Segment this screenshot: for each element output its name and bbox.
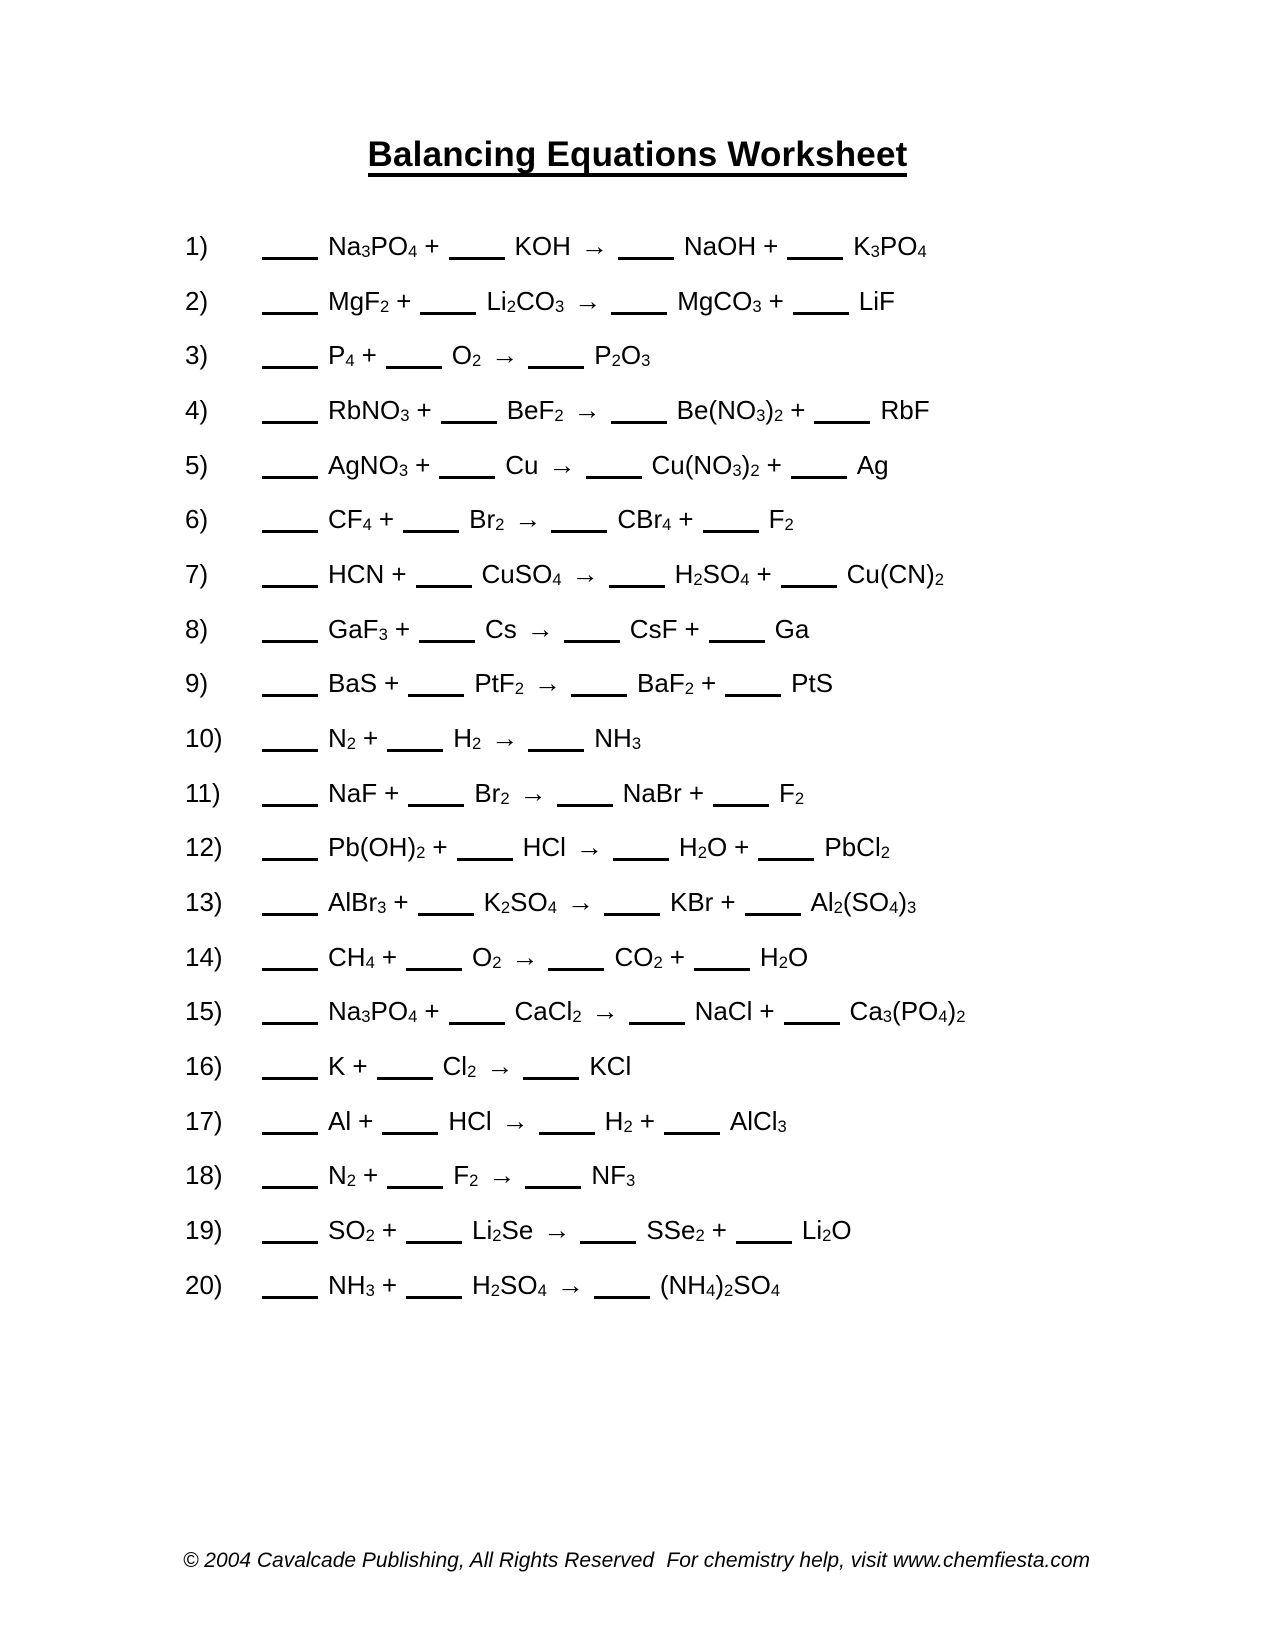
reaction-arrow-icon: → bbox=[491, 340, 519, 371]
chemical-formula: $F_2$ bbox=[779, 777, 805, 808]
coefficient-blank bbox=[406, 948, 462, 971]
equation-row bbox=[185, 1094, 965, 1149]
reaction-arrow-icon: → bbox=[519, 777, 547, 808]
coefficient-blank bbox=[262, 510, 318, 533]
chemical-formula: K bbox=[328, 1051, 346, 1082]
coefficient-blank bbox=[586, 456, 642, 479]
chemical-formula: $Br_2$ bbox=[474, 777, 510, 808]
equation-number: 7) bbox=[185, 559, 209, 590]
coefficient-blank bbox=[664, 1112, 720, 1135]
equation-body bbox=[262, 996, 965, 1026]
coefficient-blank bbox=[419, 620, 475, 643]
chemical-formula: $N_2$ bbox=[328, 1160, 357, 1191]
chemical-formula: CaCl$_2$ bbox=[514, 996, 582, 1027]
plus-sign: + bbox=[381, 1269, 397, 1300]
plus-sign: + bbox=[669, 941, 685, 972]
chemical-formula: NaBr bbox=[622, 777, 682, 808]
plus-sign: + bbox=[639, 1105, 655, 1136]
coefficient-blank bbox=[262, 401, 318, 424]
chemical-formula: $(NH_4)_2SO_4$ bbox=[659, 1269, 781, 1300]
chemical-formula: $H_2SO_4$ bbox=[674, 559, 750, 590]
plus-sign: + bbox=[384, 777, 400, 808]
plus-sign: + bbox=[381, 1215, 398, 1246]
plus-sign: + bbox=[688, 777, 704, 808]
coefficient-blank bbox=[781, 565, 837, 588]
equation-number: 6) bbox=[185, 504, 209, 535]
reaction-arrow-icon: → bbox=[566, 887, 594, 918]
chemical-formula: $Pb(OH)_2$ bbox=[328, 832, 426, 863]
chemical-formula: AlBr$_3$ bbox=[328, 887, 387, 918]
plus-sign: + bbox=[415, 449, 431, 480]
equation-number: 18) bbox=[185, 1160, 223, 1191]
coefficient-blank bbox=[387, 729, 443, 752]
chemical-formula: $Br_2$ bbox=[469, 504, 505, 535]
equation-number: 3) bbox=[185, 340, 209, 371]
equation-body bbox=[262, 286, 895, 316]
equation-body bbox=[262, 668, 833, 698]
chemical-formula: $Li_2Se$ bbox=[472, 1215, 534, 1246]
reaction-arrow-icon: → bbox=[486, 1051, 514, 1082]
coefficient-blank bbox=[571, 674, 627, 697]
coefficient-blank bbox=[262, 893, 318, 916]
equation-row bbox=[185, 1039, 965, 1094]
coefficient-blank bbox=[406, 1221, 462, 1244]
plus-sign: + bbox=[416, 395, 432, 426]
equation-row bbox=[185, 219, 965, 274]
chemical-formula: $N_2$ bbox=[328, 723, 357, 754]
equation-body bbox=[262, 1051, 631, 1081]
coefficient-blank bbox=[551, 510, 607, 533]
equation-row bbox=[185, 1203, 965, 1258]
coefficient-blank bbox=[758, 838, 814, 861]
reaction-arrow-icon: → bbox=[488, 1160, 516, 1191]
equation-list bbox=[185, 219, 965, 1312]
chemical-formula: BeF$_2$ bbox=[506, 395, 564, 426]
coefficient-blank bbox=[420, 292, 476, 315]
coefficient-blank bbox=[262, 620, 318, 643]
coefficient-blank bbox=[408, 674, 464, 697]
plus-sign: + bbox=[720, 887, 736, 918]
coefficient-blank bbox=[406, 1276, 462, 1299]
chemical-formula: CsF bbox=[629, 613, 678, 644]
equation-row bbox=[185, 711, 965, 766]
chemical-formula: $K_2SO_4$ bbox=[483, 887, 557, 918]
equation-row bbox=[185, 383, 965, 438]
plus-sign: + bbox=[766, 449, 782, 480]
equation-row bbox=[185, 602, 965, 657]
plus-sign: + bbox=[756, 559, 772, 590]
coefficient-blank bbox=[262, 565, 318, 588]
plus-sign: + bbox=[684, 613, 700, 644]
chemical-formula: $NH_3$ bbox=[594, 723, 642, 754]
coefficient-blank bbox=[416, 565, 472, 588]
plus-sign: + bbox=[361, 340, 377, 371]
coefficient-blank bbox=[262, 1112, 318, 1135]
chemical-formula: Ga bbox=[774, 613, 810, 644]
equation-row bbox=[185, 438, 965, 493]
copyright-text: © 2004 Cavalcade Publishing, All Rights Reserved bbox=[183, 1549, 655, 1572]
plus-sign: + bbox=[381, 941, 397, 972]
equation-number: 5) bbox=[185, 449, 209, 480]
chemical-formula: $CH_4$ bbox=[328, 941, 375, 972]
chemical-formula: KOH bbox=[514, 231, 571, 261]
chemical-formula: AlCl$_3$ bbox=[729, 1105, 787, 1136]
chemical-formula: PbCl$_2$ bbox=[824, 832, 890, 863]
chemical-formula: NaCl bbox=[694, 996, 753, 1027]
coefficient-blank bbox=[709, 620, 765, 643]
chemical-formula: $SO_2$ bbox=[328, 1215, 375, 1246]
chemical-formula: HCl bbox=[448, 1105, 492, 1136]
chemical-formula: BaF$_2$ bbox=[637, 668, 694, 699]
coefficient-blank bbox=[580, 1221, 636, 1244]
equation-row bbox=[185, 1258, 965, 1313]
chemical-formula: $Cl_2$ bbox=[442, 1051, 477, 1082]
plus-sign: + bbox=[352, 1051, 368, 1082]
reaction-arrow-icon: → bbox=[514, 504, 542, 535]
plus-sign: + bbox=[424, 996, 440, 1027]
equation-row bbox=[185, 1148, 965, 1203]
equation-row bbox=[185, 766, 965, 821]
coefficient-blank bbox=[418, 893, 474, 916]
coefficient-blank bbox=[525, 1166, 581, 1189]
plus-sign: + bbox=[763, 231, 779, 261]
coefficient-blank bbox=[262, 948, 318, 971]
chemical-formula: $Ca_3(PO_4)_2$ bbox=[849, 996, 966, 1027]
plus-sign: + bbox=[734, 832, 750, 863]
reaction-arrow-icon: → bbox=[573, 395, 601, 426]
title-wrap bbox=[0, 136, 1275, 177]
equation-number: 13) bbox=[185, 887, 223, 918]
reaction-arrow-icon: → bbox=[574, 285, 602, 316]
equation-number: 4) bbox=[185, 395, 209, 426]
coefficient-blank bbox=[703, 510, 759, 533]
chemical-formula: $Cu(NO_3)_2$ bbox=[651, 449, 760, 480]
page-title: Balancing Equations Worksheet bbox=[368, 136, 908, 177]
chemical-formula: AgNO$_3$ bbox=[328, 449, 409, 480]
chemical-formula: $O_2$ bbox=[472, 941, 502, 972]
equation-row bbox=[185, 930, 965, 985]
chemical-formula: $H_2O$ bbox=[759, 941, 809, 972]
equation-number: 1) bbox=[185, 231, 209, 261]
plus-sign: + bbox=[711, 1215, 727, 1246]
coefficient-blank bbox=[725, 674, 781, 697]
reaction-arrow-icon: → bbox=[491, 723, 519, 754]
equation-body bbox=[262, 231, 927, 261]
equation-number: 11) bbox=[185, 777, 221, 808]
equation-body bbox=[262, 723, 641, 753]
coefficient-blank bbox=[613, 838, 669, 861]
chemical-formula: $O_2$ bbox=[451, 340, 482, 371]
chemical-formula: $NH_3$ bbox=[328, 1269, 375, 1300]
chemical-formula: $Na_3PO_4$ bbox=[328, 231, 418, 261]
coefficient-blank bbox=[523, 1057, 579, 1080]
equation-body bbox=[262, 614, 809, 644]
chemical-formula: $F_2$ bbox=[768, 504, 794, 535]
coefficient-blank bbox=[528, 729, 584, 752]
coefficient-blank bbox=[382, 1112, 438, 1135]
plus-sign: + bbox=[384, 668, 400, 699]
chemical-formula: $P_4$ bbox=[328, 340, 355, 371]
equation-number: 20) bbox=[185, 1269, 223, 1300]
coefficient-blank bbox=[784, 1002, 840, 1025]
equation-body bbox=[262, 450, 889, 480]
chemical-formula: RbNO$_3$ bbox=[328, 395, 410, 426]
equation-body bbox=[262, 340, 650, 370]
coefficient-blank bbox=[793, 292, 849, 315]
equation-row bbox=[185, 875, 965, 930]
equation-body bbox=[262, 559, 944, 589]
reaction-arrow-icon: → bbox=[591, 996, 619, 1027]
coefficient-blank bbox=[548, 948, 604, 971]
chemical-formula: $NF_3$ bbox=[591, 1160, 636, 1191]
coefficient-blank bbox=[611, 292, 667, 315]
coefficient-blank bbox=[449, 1002, 505, 1025]
plus-sign: + bbox=[363, 723, 379, 754]
plus-sign: + bbox=[432, 832, 448, 863]
coefficient-blank bbox=[262, 784, 318, 807]
chemical-formula: PtF$_2$ bbox=[474, 668, 525, 699]
chemical-formula: PtS bbox=[791, 668, 834, 699]
coefficient-blank bbox=[387, 1166, 443, 1189]
chemical-formula: Cs bbox=[485, 613, 517, 644]
plus-sign: + bbox=[768, 285, 784, 316]
chemical-formula: $P_2O_3$ bbox=[594, 340, 651, 371]
reaction-arrow-icon: → bbox=[511, 941, 539, 972]
chemical-formula: $Be(NO_3)_2$ bbox=[676, 395, 784, 426]
coefficient-blank bbox=[262, 456, 318, 479]
equation-body bbox=[262, 1106, 787, 1136]
chemical-formula: HCl bbox=[522, 832, 566, 863]
coefficient-blank bbox=[736, 1221, 792, 1244]
chemical-formula: $H_2O$ bbox=[678, 832, 728, 863]
reaction-arrow-icon: → bbox=[534, 668, 562, 699]
equation-number: 14) bbox=[185, 941, 223, 972]
plus-sign: + bbox=[393, 887, 409, 918]
equation-number: 10) bbox=[185, 723, 223, 754]
plus-sign: + bbox=[394, 613, 411, 644]
chemical-formula: CBr$_4$ bbox=[617, 504, 672, 535]
equation-body bbox=[262, 1270, 780, 1300]
coefficient-blank bbox=[262, 1057, 318, 1080]
chemical-formula: $Li_2CO_3$ bbox=[486, 285, 565, 316]
coefficient-blank bbox=[403, 510, 459, 533]
reaction-arrow-icon: → bbox=[501, 1105, 529, 1136]
coefficient-blank bbox=[539, 1112, 595, 1135]
plus-sign: + bbox=[396, 285, 412, 316]
coefficient-blank bbox=[791, 456, 847, 479]
coefficient-blank bbox=[262, 729, 318, 752]
coefficient-blank bbox=[694, 948, 750, 971]
coefficient-blank bbox=[262, 237, 318, 260]
plus-sign: + bbox=[358, 1105, 374, 1136]
equation-body bbox=[262, 395, 930, 425]
chemical-formula: $H_2SO_4$ bbox=[472, 1269, 547, 1300]
equation-body bbox=[262, 778, 804, 808]
coefficient-blank bbox=[262, 1002, 318, 1025]
coefficient-blank bbox=[611, 401, 667, 424]
coefficient-blank bbox=[386, 346, 442, 369]
plus-sign: + bbox=[678, 504, 694, 535]
coefficient-blank bbox=[557, 784, 613, 807]
equation-number: 8) bbox=[185, 613, 209, 644]
equation-row bbox=[185, 328, 965, 383]
equation-number: 16) bbox=[185, 1051, 223, 1082]
equation-number: 19) bbox=[185, 1215, 223, 1246]
chemical-formula: $F_2$ bbox=[453, 1160, 479, 1191]
equation-body bbox=[262, 1160, 635, 1190]
chemical-formula: $Li_2O$ bbox=[801, 1215, 852, 1246]
coefficient-blank bbox=[441, 401, 497, 424]
coefficient-blank bbox=[262, 1221, 318, 1244]
equation-row bbox=[185, 984, 965, 1039]
chemical-formula: $CF_4$ bbox=[328, 504, 372, 535]
reaction-arrow-icon: → bbox=[556, 1269, 584, 1300]
plus-sign: + bbox=[790, 395, 806, 426]
coefficient-blank bbox=[262, 838, 318, 861]
equation-row bbox=[185, 656, 965, 711]
equation-body bbox=[262, 942, 808, 972]
chemical-formula: KBr bbox=[669, 887, 714, 918]
chemical-formula: CuSO$_4$ bbox=[481, 559, 562, 590]
chemical-formula: $Cu(CN)_2$ bbox=[846, 559, 944, 590]
coefficient-blank bbox=[377, 1057, 433, 1080]
coefficient-blank bbox=[262, 346, 318, 369]
plus-sign: + bbox=[378, 504, 395, 535]
coefficient-blank bbox=[262, 674, 318, 697]
coefficient-blank bbox=[408, 784, 464, 807]
chemical-formula: Ag bbox=[856, 449, 889, 480]
reaction-arrow-icon: → bbox=[571, 559, 599, 590]
equation-number: 2) bbox=[185, 285, 209, 316]
chemical-formula: RbF bbox=[880, 395, 930, 426]
equation-row bbox=[185, 492, 965, 547]
equation-body bbox=[262, 1215, 852, 1245]
coefficient-blank bbox=[262, 1276, 318, 1299]
chemistry-help-text: For chemistry help, visit www.chemfiesta.com bbox=[666, 1549, 1090, 1572]
equation-number: 12) bbox=[185, 832, 223, 863]
coefficient-blank bbox=[439, 456, 495, 479]
coefficient-blank bbox=[713, 784, 769, 807]
chemical-formula: BaS bbox=[328, 668, 378, 699]
coefficient-blank bbox=[564, 620, 620, 643]
coefficient-blank bbox=[262, 292, 318, 315]
chemical-formula: Al bbox=[328, 1105, 352, 1136]
coefficient-blank bbox=[787, 237, 843, 260]
chemical-formula: Cu bbox=[505, 449, 539, 480]
coefficient-blank bbox=[604, 893, 660, 916]
chemical-formula: KCl bbox=[589, 1051, 632, 1082]
chemical-formula: NaOH bbox=[683, 231, 757, 261]
coefficient-blank bbox=[609, 565, 665, 588]
equation-body bbox=[262, 887, 916, 917]
plus-sign: + bbox=[424, 231, 440, 261]
plus-sign: + bbox=[700, 668, 717, 699]
equation-number: 15) bbox=[185, 996, 223, 1027]
reaction-arrow-icon: → bbox=[575, 832, 603, 863]
plus-sign: + bbox=[363, 1160, 379, 1191]
equation-row bbox=[185, 547, 965, 602]
chemical-formula: $CO_2$ bbox=[614, 941, 663, 972]
chemical-formula: $H_2$ bbox=[604, 1105, 633, 1136]
reaction-arrow-icon: → bbox=[548, 449, 576, 480]
coefficient-blank bbox=[814, 401, 870, 424]
coefficient-blank bbox=[745, 893, 801, 916]
chemical-formula: HCN bbox=[328, 559, 385, 590]
equation-row bbox=[185, 820, 965, 875]
coefficient-blank bbox=[449, 237, 505, 260]
coefficient-blank bbox=[457, 838, 513, 861]
reaction-arrow-icon: → bbox=[526, 613, 554, 644]
chemical-formula: $H_2$ bbox=[453, 723, 482, 754]
chemical-formula: LiF bbox=[858, 285, 895, 316]
chemical-formula: $Al_2(SO_4)_3$ bbox=[810, 887, 917, 918]
coefficient-blank bbox=[528, 346, 584, 369]
chemical-formula: MgCO$_3$ bbox=[677, 285, 762, 316]
equation-body bbox=[262, 832, 890, 862]
plus-sign: + bbox=[391, 559, 407, 590]
chemical-formula: GaF$_3$ bbox=[328, 613, 388, 644]
equation-number: 9) bbox=[185, 668, 209, 699]
reaction-arrow-icon: → bbox=[543, 1215, 571, 1246]
chemical-formula: SSe$_2$ bbox=[646, 1215, 705, 1246]
plus-sign: + bbox=[759, 996, 775, 1027]
coefficient-blank bbox=[629, 1002, 685, 1025]
coefficient-blank bbox=[618, 237, 674, 260]
chemical-formula: $Na_3PO_4$ bbox=[328, 996, 418, 1027]
equation-row bbox=[185, 274, 965, 329]
equation-number: 17) bbox=[185, 1105, 223, 1136]
chemical-formula: NaF bbox=[328, 777, 378, 808]
coefficient-blank bbox=[262, 1166, 318, 1189]
chemical-formula: MgF$_2$ bbox=[328, 285, 390, 316]
coefficient-blank bbox=[594, 1276, 650, 1299]
reaction-arrow-icon: → bbox=[580, 231, 608, 261]
equation-body bbox=[262, 504, 794, 534]
chemical-formula: $K_3PO_4$ bbox=[853, 231, 927, 261]
